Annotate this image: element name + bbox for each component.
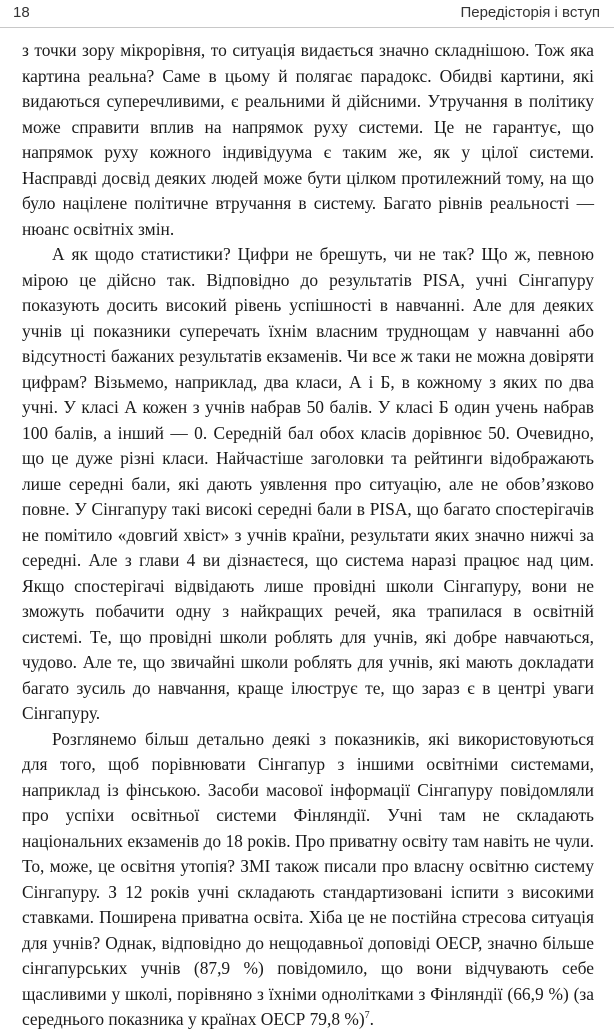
page-number: 18 — [13, 4, 30, 21]
paragraph-3-text: Розглянемо більш детально деякі з показників, які використовуються для того, щоб порівнювати Сінгапур з іншими освітніми системами, наприклад із фінською. Засоби масової інформації Сінгапуру повідомляли про успіхи освітньої системи Фінляндії. Учні там не складають національних екзаменів до 18 років. Про приватну освіту там навіть не чули. То, може, це освітня утопія? ЗМІ також писали про власну освітню систему Сінгапуру. З 12 років учні складають стандартизовані іспити з високими ставками. Поширена приватна освіта. Хіба це не постійна стресова ситуація для учнів? Однак, відповідно до нещодавньої доповіді ОЕСР, значно більше сінгапурських учнів (87,9 %) повідомило, що вони відчувають себе щасливими у школі, порівняно з їхніми однолітками з Фінляндії (66,9 %) (за середнього показника у країнах ОЕСР 79,8 %) — [22, 728, 594, 1029]
footnote-marker: 7 — [364, 1010, 370, 1022]
body-text — [22, 38, 594, 1033]
paragraph-3: Розглянемо більш детально деякі з показників, які використовуються для того, щоб порівнювати Сінгапур з іншими освітніми системами, наприклад із фінською. Засоби масової інформації Сінгапуру повідомляли про успіхи освітньої системи Фінляндії. Учні там не складають національних екзаменів до 18 років. Про приватну освіту там навіть не чули. То, може, це освітня утопія? ЗМІ також писали про власну освітню систему Сінгапуру. З 12 років учні складають стандартизовані іспити з високими ставками. Поширена приватна освіта. Хіба це не постійна стресова ситуація для учнів? Однак, відповідно до нещодавньої доповіді ОЕСР, значно більше сінгапурських учнів (87,9 %) повідомило, що вони відчувають себе щасливими у школі, порівняно з їхніми однолітками з Фінляндії (66,9 %) (за середнього показника у країнах ОЕСР 79,8 %)$^7$. — [22, 728, 594, 1029]
paragraph-2: А як щодо статистики? Цифри не брешуть, чи не так? Що ж, певною мірою це дійсно так. Відповідно до результатів PISA, учні Сінгапуру показують досить високий рівень успішності в навчанні. Але для деяких учнів ці показники суперечать їхнім власним труднощам у навчанні або відсутності бажаних результатів екзаменів. Чи все ж таки не можна довіряти цифрам? Візьмемо, наприклад, два класи, А і Б, в кожному з яких по два учні. У класі А кожен з учнів набрав 50 балів. У класі Б один учень набрав 100 балів, а інший — 0. Середній бал обох класів дорівнює 50. Очевидно, що це дуже різні класи. Найчастіше заголовки та рейтинги відображають лише середні бали, які дають уявлення про ситуацію, але не обов’язково повне. У Сінгапуру такі високі середні бали в PISA, що багато спостерігачів не помітило «довгий хвіст» з учнів країни, результати яких значно нижчі за середні. Але з глави 4 ви дізнаєтеся, що система наразі працює над цим. Якщо спостерігачі відвідають лише провідні школи Сінгапуру, вони не зможуть побачити одну з найкращих речей, яка трапилася в освітній системі. Те, що провідні школи роблять для учнів, які добре навчаються, чудово. Але те, що звичайні школи роблять для учнів, які мають докладати багато зусиль до навчання, краще ілюструє те, що зараз є в центрі уваги Сінгапуру. — [22, 244, 594, 723]
running-head — [0, 0, 614, 30]
header-rule — [0, 27, 614, 28]
paragraph-1: з точки зору мікрорівня, то ситуація видається значно складнішою. Тож яка картина реальна? Саме в цьому й полягає парадокс. Обидві картини, які видаються суперечливими, є реальними й дійсними. Утручання в політику може справити вплив на напрямок руху системи. Це не гарантує, що напрямок руху кожного індивідуума є таким же, як у цілої системи. Насправді досвід деяких людей може бути цілком протилежний тому, на що було націлене політичне втручання в систему. Багато рівнів реальності — нюанс освітніх змін. — [22, 40, 594, 239]
section-title: Передісторія і вступ — [460, 4, 600, 21]
